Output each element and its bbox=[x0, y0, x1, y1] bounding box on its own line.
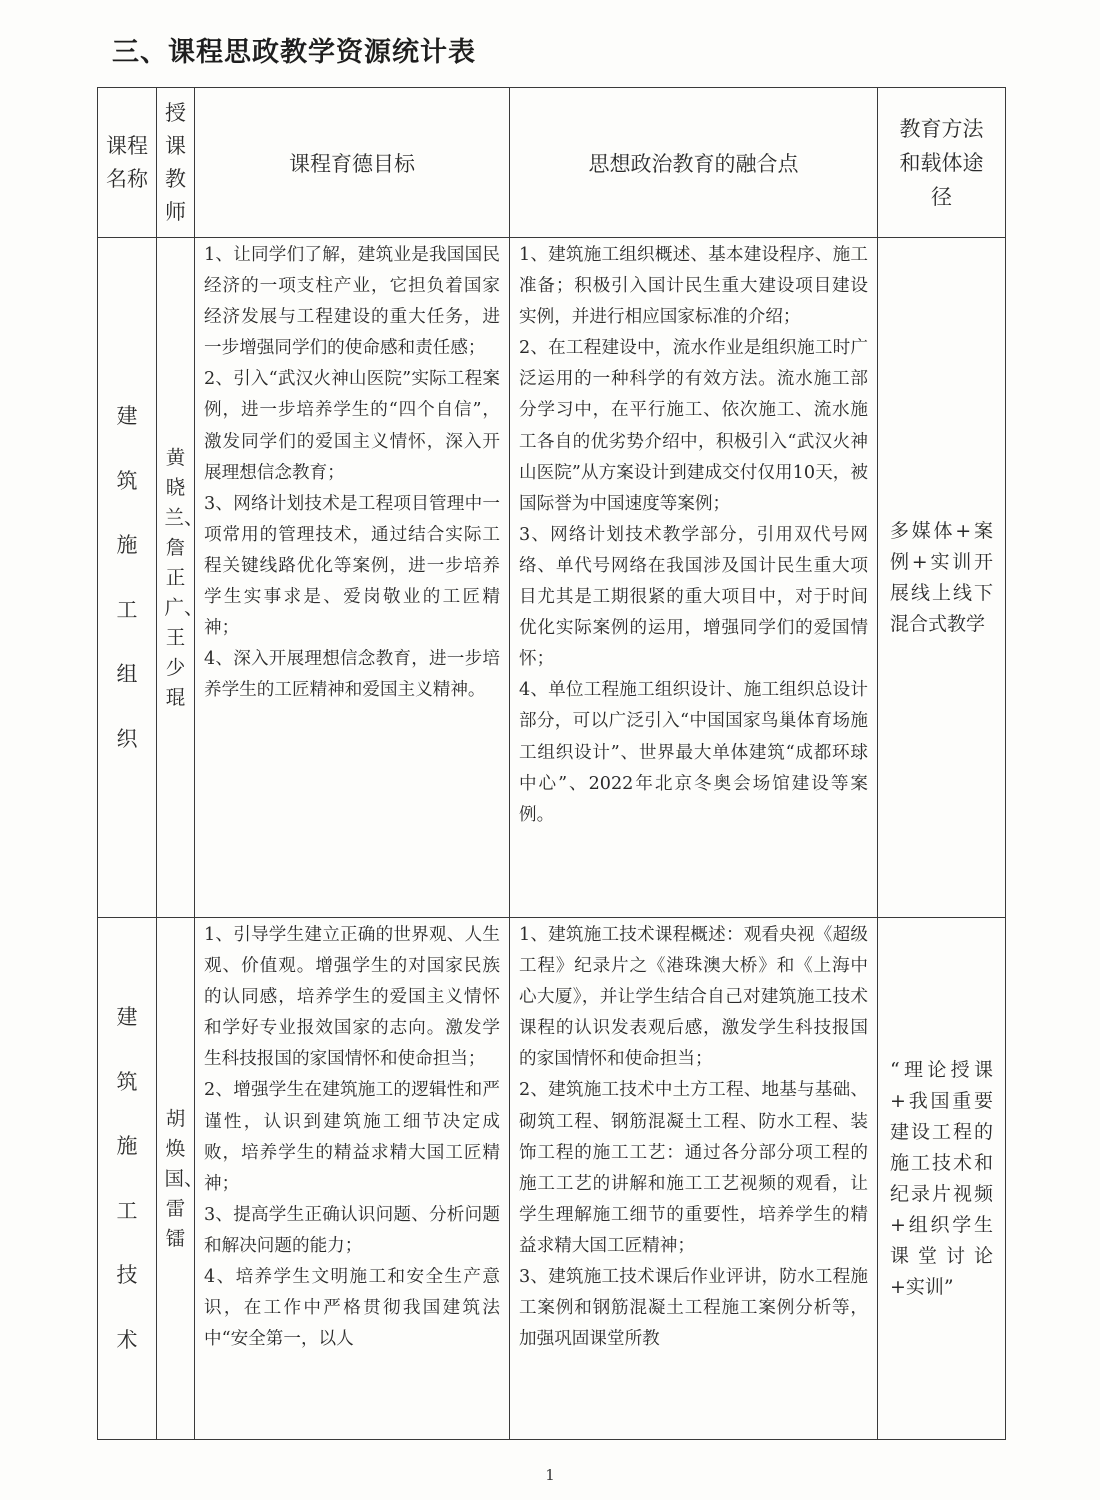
goal-item: 3、网络计划技术是工程项目管理中一项常用的管理技术，通过结合实际工程关键线路优化等案例，进一步培养学生实事求是、爱岗敬业的工匠精神； bbox=[204, 493, 500, 639]
header-method: 教育方法和载体途径 bbox=[878, 88, 1006, 238]
goal-item: 3、提高学生正确认识问题、分析问题和解决问题的能力； bbox=[204, 1204, 500, 1256]
course-name-cell: 建筑施工组织 bbox=[98, 238, 157, 918]
header-integration: 思想政治教育的融合点 bbox=[510, 88, 878, 238]
goal-item: 4、培养学生文明施工和安全生产意识，在工作中严格贯彻我国建筑法中“安全第一，以人 bbox=[204, 1267, 500, 1350]
goal-item: 4、深入开展理想信念教育，进一步培养学生的工匠精神和爱国主义精神。 bbox=[204, 649, 500, 701]
header-teacher: 授课教师 bbox=[157, 88, 195, 238]
table-row bbox=[98, 238, 1006, 918]
method-cell: 多媒体+案例+实训开展线上线下混合式教学 bbox=[878, 238, 1006, 918]
goal-cell bbox=[195, 918, 510, 1440]
integration-item: 2、建筑施工技术中土方工程、地基与基础、砌筑工程、钢筋混凝土工程、防水工程、装饰工程的施工工艺：通过各分部分项工程的施工工艺的讲解和施工工艺视频的观看，让学生理解施工细节的重要性，培养学生的精益求精大国工匠精神； bbox=[519, 1080, 868, 1256]
method-cell: “理论授课+我国重要建设工程的施工技术和纪录片视频+组织学生课堂讨论+实训” bbox=[878, 918, 1006, 1440]
course-name-cell: 建筑施工技术 bbox=[98, 918, 157, 1440]
goal-item: 2、引入“武汉火神山医院”实际工程案例，进一步培养学生的“四个自信”，激发同学们的爱国主义情怀，深入开展理想信念教育； bbox=[204, 369, 500, 483]
integration-item: 1、建筑施工组织概述、基本建设程序、施工准备；积极引入国计民生重大建设项目建设实例，并进行相应国家标准的介绍； bbox=[519, 245, 868, 328]
goal-item: 2、增强学生在建筑施工的逻辑性和严谨性，认识到建筑施工细节决定成败，培养学生的精益求精大国工匠精神； bbox=[204, 1080, 500, 1194]
table-row bbox=[98, 918, 1006, 1440]
integration-item: 3、建筑施工技术课后作业评讲，防水工程施工案例和钢筋混凝土工程施工案例分析等，加强巩固课堂所教 bbox=[519, 1267, 868, 1350]
integration-cell bbox=[510, 918, 878, 1440]
resource-table bbox=[97, 87, 1006, 1440]
goal-item: 1、让同学们了解，建筑业是我国国民经济的一项支柱产业，它担负着国家经济发展与工程建设的重大任务，进一步增强同学们的使命感和责任感； bbox=[204, 245, 500, 359]
integration-cell bbox=[510, 238, 878, 918]
integration-item: 2、在工程建设中，流水作业是组织施工时广泛运用的一种科学的有效方法。流水施工部分学习中，在平行施工、依次施工、流水施工各自的优劣势介绍中，积极引入“武汉火神山医院”从方案设计到建成交付仅用10天，被国际誉为中国速度等案例； bbox=[519, 338, 868, 514]
page-heading: 三、课程思政教学资源统计表 bbox=[112, 37, 476, 68]
integration-item: 1、建筑施工技术课程概述：观看央视《超级工程》纪录片之《港珠澳大桥》和《上海中心大厦》，并让学生结合自己对建筑施工技术课程的认识发表观后感，激发学生科技报国的家国情怀和使命担当； bbox=[519, 925, 868, 1070]
table-header-row bbox=[98, 88, 1006, 238]
integration-item: 3、网络计划技术教学部分，引用双代号网络、单代号网络在我国涉及国计民生重大项目尤其是工期很紧的重大项目中，对于时间优化实际案例的运用，增强同学们的爱国情怀； bbox=[519, 524, 868, 670]
integration-item: 4、单位工程施工组织设计、施工组织总设计部分，可以广泛引入“中国国家鸟巢体育场施工组织设计”、世界最大单体建筑“成都环球中心”、2022年北京冬奥会场馆建设等案例。 bbox=[519, 680, 868, 825]
header-goal: 课程育德目标 bbox=[195, 88, 510, 238]
page-number: 1 bbox=[545, 1466, 555, 1484]
teacher-cell: 黄晓兰、詹正广、王少琨 bbox=[157, 238, 195, 918]
header-course-name: 课程名称 bbox=[98, 88, 157, 238]
teacher-cell: 胡焕国、雷镭 bbox=[157, 918, 195, 1440]
goal-cell bbox=[195, 238, 510, 918]
goal-item: 1、引导学生建立正确的世界观、人生观、价值观。增强学生的对国家民族的认同感，培养学生的爱国主义情怀和学好专业报效国家的志向。激发学生科技报国的家国情怀和使命担当； bbox=[204, 925, 500, 1070]
